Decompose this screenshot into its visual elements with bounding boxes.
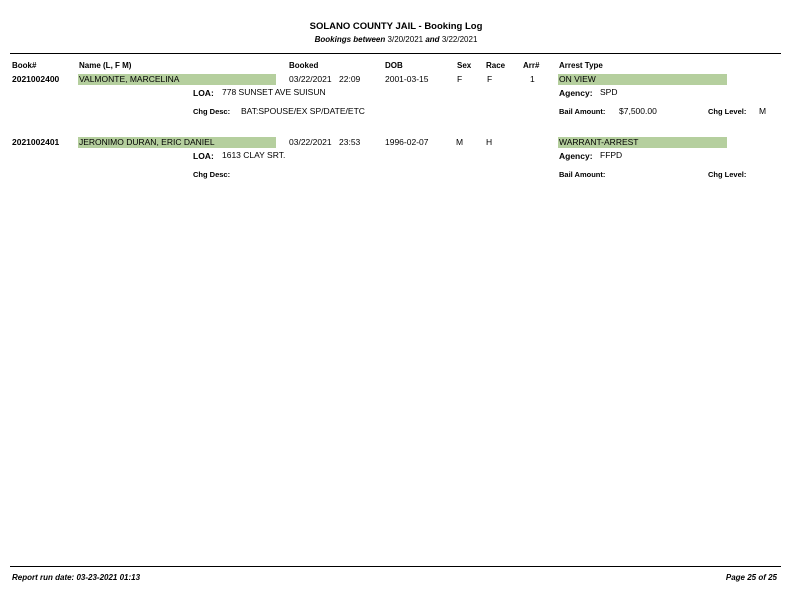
col-header-book: Book# [12, 61, 37, 70]
col-header-name: Name (L, F M) [79, 61, 132, 70]
record-loa: 778 SUNSET AVE SUISUN [222, 87, 326, 97]
record-bail-amount-label: Bail Amount: [559, 170, 606, 179]
record-loa: 1613 CLAY SRT. [222, 150, 286, 160]
record-chg-level-label: Chg Level: [708, 170, 747, 179]
record-name: VALMONTE, MARCELINA [79, 74, 180, 84]
record-race: F [487, 74, 493, 84]
record-booked-date: 03/22/2021 [289, 137, 332, 147]
col-header-sex: Sex [457, 61, 472, 70]
col-header-arrest-type: Arrest Type [559, 61, 603, 70]
record-dob: 2001-03-15 [385, 74, 429, 84]
date-to: 3/22/2021 [441, 35, 478, 44]
record-arrest-type-highlight [558, 137, 727, 148]
record-booked-date: 03/22/2021 [289, 74, 332, 84]
record-arrest-type: WARRANT-ARREST [559, 137, 639, 147]
record-name-highlight [78, 137, 276, 148]
record-agency-label: Agency: [559, 151, 593, 161]
record-agency-label: Agency: [559, 88, 593, 98]
record-book-number: 2021002401 [12, 137, 60, 147]
record-agency: SPD [600, 87, 618, 97]
record-chg-desc: BAT:SPOUSE/EX SP/DATE/ETC [241, 106, 365, 116]
record-bail-amount: $7,500.00 [619, 106, 657, 116]
date-from: 3/20/2021 [387, 35, 424, 44]
report-run-date: Report run date: 03-23-2021 01:13 [12, 573, 141, 582]
subtitle-prefix: Bookings between [314, 35, 386, 44]
report-subtitle [0, 36, 792, 44]
record-dob: 1996-02-07 [385, 137, 429, 147]
record-loa-label: LOA: [193, 88, 214, 98]
report-title: SOLANO COUNTY JAIL - Booking Log [309, 21, 483, 32]
footer-divider [10, 566, 781, 567]
record-arr: 1 [530, 74, 535, 84]
col-header-race: Race [486, 61, 506, 70]
col-header-dob: DOB [385, 61, 403, 70]
record-loa-label: LOA: [193, 151, 214, 161]
record-sex: M [456, 137, 464, 147]
record-sex: F [457, 74, 463, 84]
record-chg-desc-label: Chg Desc: [193, 170, 231, 179]
col-header-arr: Arr# [523, 61, 540, 70]
record-bail-amount-label: Bail Amount: [559, 107, 606, 116]
record-race: H [486, 137, 493, 147]
record-book-number: 2021002400 [12, 74, 60, 84]
subtitle-and: and [425, 35, 440, 44]
page-number: Page 25 of 25 [725, 573, 777, 582]
record-agency: FFPD [600, 150, 623, 160]
header-divider [10, 53, 781, 54]
col-header-booked: Booked [289, 61, 319, 70]
record-booked-time: 22:09 [339, 74, 361, 84]
record-name: JERONIMO DURAN, ERIC DANIEL [79, 137, 215, 147]
record-arrest-type: ON VIEW [559, 74, 596, 84]
record-chg-level: M [759, 106, 767, 116]
record-chg-level-label: Chg Level: [708, 107, 747, 116]
record-arrest-type-highlight [558, 74, 727, 85]
record-booked-time: 23:53 [339, 137, 361, 147]
record-chg-desc-label: Chg Desc: [193, 107, 231, 116]
record-name-highlight [78, 74, 276, 85]
